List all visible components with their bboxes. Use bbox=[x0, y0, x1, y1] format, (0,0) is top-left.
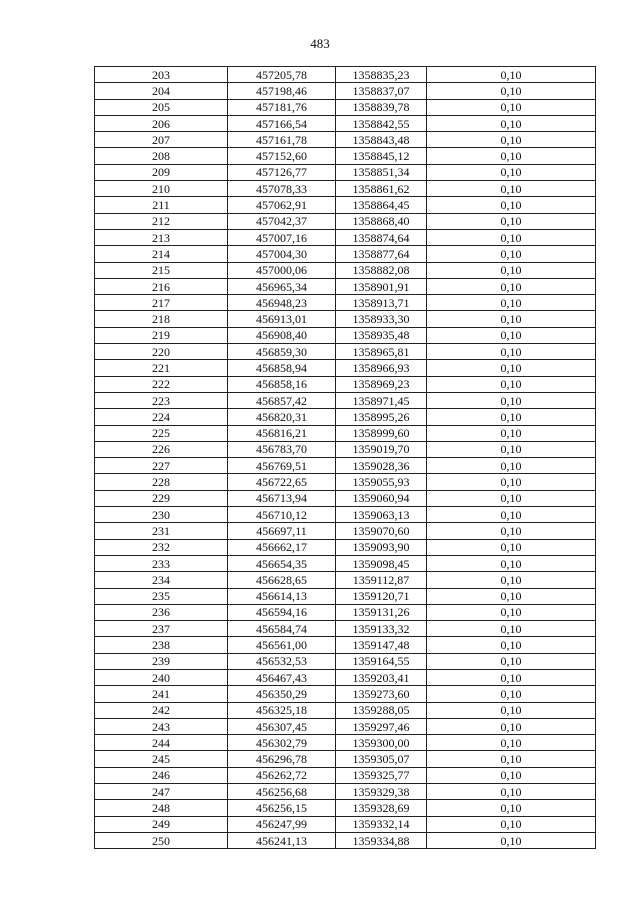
point-number-cell: 226 bbox=[95, 441, 228, 457]
error-value-cell: 0,10 bbox=[427, 621, 596, 637]
y-coordinate-cell: 1358843,48 bbox=[336, 132, 427, 148]
table-row bbox=[95, 751, 596, 767]
error-value-cell: 0,10 bbox=[427, 718, 596, 734]
y-coordinate-cell: 1358874,64 bbox=[336, 229, 427, 245]
error-value-cell: 0,10 bbox=[427, 441, 596, 457]
point-number-cell: 216 bbox=[95, 278, 228, 294]
point-number-cell: 203 bbox=[95, 67, 228, 83]
point-number-cell: 221 bbox=[95, 360, 228, 376]
y-coordinate-cell: 1359131,26 bbox=[336, 604, 427, 620]
y-coordinate-cell: 1359288,05 bbox=[336, 702, 427, 718]
error-value-cell: 0,10 bbox=[427, 686, 596, 702]
point-number-cell: 240 bbox=[95, 669, 228, 685]
table-row bbox=[95, 392, 596, 408]
x-coordinate-cell: 456913,01 bbox=[228, 311, 336, 327]
point-number-cell: 231 bbox=[95, 523, 228, 539]
x-coordinate-cell: 456296,78 bbox=[228, 751, 336, 767]
error-value-cell: 0,10 bbox=[427, 735, 596, 751]
x-coordinate-cell: 457126,77 bbox=[228, 164, 336, 180]
error-value-cell: 0,10 bbox=[427, 262, 596, 278]
point-number-cell: 217 bbox=[95, 295, 228, 311]
error-value-cell: 0,10 bbox=[427, 197, 596, 213]
y-coordinate-cell: 1359055,93 bbox=[336, 474, 427, 490]
y-coordinate-cell: 1358971,45 bbox=[336, 392, 427, 408]
x-coordinate-cell: 456302,79 bbox=[228, 735, 336, 751]
y-coordinate-cell: 1359164,55 bbox=[336, 653, 427, 669]
y-coordinate-cell: 1359273,60 bbox=[336, 686, 427, 702]
y-coordinate-cell: 1359147,48 bbox=[336, 637, 427, 653]
error-value-cell: 0,10 bbox=[427, 132, 596, 148]
table-row bbox=[95, 441, 596, 457]
point-number-cell: 224 bbox=[95, 409, 228, 425]
error-value-cell: 0,10 bbox=[427, 539, 596, 555]
x-coordinate-cell: 456858,16 bbox=[228, 376, 336, 392]
y-coordinate-cell: 1358877,64 bbox=[336, 246, 427, 262]
x-coordinate-cell: 456783,70 bbox=[228, 441, 336, 457]
y-coordinate-cell: 1358913,71 bbox=[336, 295, 427, 311]
y-coordinate-cell: 1358969,23 bbox=[336, 376, 427, 392]
table-row bbox=[95, 409, 596, 425]
y-coordinate-cell: 1358901,91 bbox=[336, 278, 427, 294]
point-number-cell: 213 bbox=[95, 229, 228, 245]
table-row bbox=[95, 523, 596, 539]
coordinates-table bbox=[94, 66, 596, 849]
point-number-cell: 249 bbox=[95, 816, 228, 832]
point-number-cell: 243 bbox=[95, 718, 228, 734]
x-coordinate-cell: 456584,74 bbox=[228, 621, 336, 637]
table-row bbox=[95, 148, 596, 164]
point-number-cell: 225 bbox=[95, 425, 228, 441]
y-coordinate-cell: 1358882,08 bbox=[336, 262, 427, 278]
y-coordinate-cell: 1358995,26 bbox=[336, 409, 427, 425]
table-row bbox=[95, 246, 596, 262]
table-row bbox=[95, 458, 596, 474]
point-number-cell: 210 bbox=[95, 181, 228, 197]
point-number-cell: 246 bbox=[95, 767, 228, 783]
table-row bbox=[95, 832, 596, 848]
x-coordinate-cell: 456857,42 bbox=[228, 392, 336, 408]
table-row bbox=[95, 588, 596, 604]
x-coordinate-cell: 456697,11 bbox=[228, 523, 336, 539]
x-coordinate-cell: 456467,43 bbox=[228, 669, 336, 685]
table-row bbox=[95, 164, 596, 180]
x-coordinate-cell: 457007,16 bbox=[228, 229, 336, 245]
x-coordinate-cell: 456769,51 bbox=[228, 458, 336, 474]
x-coordinate-cell: 456965,34 bbox=[228, 278, 336, 294]
point-number-cell: 222 bbox=[95, 376, 228, 392]
x-coordinate-cell: 457000,06 bbox=[228, 262, 336, 278]
point-number-cell: 230 bbox=[95, 507, 228, 523]
point-number-cell: 214 bbox=[95, 246, 228, 262]
error-value-cell: 0,10 bbox=[427, 474, 596, 490]
point-number-cell: 238 bbox=[95, 637, 228, 653]
point-number-cell: 215 bbox=[95, 262, 228, 278]
point-number-cell: 244 bbox=[95, 735, 228, 751]
x-coordinate-cell: 456722,65 bbox=[228, 474, 336, 490]
y-coordinate-cell: 1359305,07 bbox=[336, 751, 427, 767]
error-value-cell: 0,10 bbox=[427, 376, 596, 392]
x-coordinate-cell: 457181,76 bbox=[228, 99, 336, 115]
table-row bbox=[95, 653, 596, 669]
error-value-cell: 0,10 bbox=[427, 99, 596, 115]
y-coordinate-cell: 1358864,45 bbox=[336, 197, 427, 213]
error-value-cell: 0,10 bbox=[427, 360, 596, 376]
error-value-cell: 0,10 bbox=[427, 213, 596, 229]
y-coordinate-cell: 1358933,30 bbox=[336, 311, 427, 327]
point-number-cell: 223 bbox=[95, 392, 228, 408]
point-number-cell: 205 bbox=[95, 99, 228, 115]
y-coordinate-cell: 1359070,60 bbox=[336, 523, 427, 539]
y-coordinate-cell: 1359098,45 bbox=[336, 555, 427, 571]
point-number-cell: 233 bbox=[95, 555, 228, 571]
error-value-cell: 0,10 bbox=[427, 604, 596, 620]
table-row bbox=[95, 360, 596, 376]
x-coordinate-cell: 456820,31 bbox=[228, 409, 336, 425]
error-value-cell: 0,10 bbox=[427, 229, 596, 245]
table-row bbox=[95, 99, 596, 115]
x-coordinate-cell: 456628,65 bbox=[228, 572, 336, 588]
error-value-cell: 0,10 bbox=[427, 392, 596, 408]
error-value-cell: 0,10 bbox=[427, 816, 596, 832]
error-value-cell: 0,10 bbox=[427, 278, 596, 294]
x-coordinate-cell: 456532,53 bbox=[228, 653, 336, 669]
point-number-cell: 242 bbox=[95, 702, 228, 718]
x-coordinate-cell: 456256,15 bbox=[228, 800, 336, 816]
point-number-cell: 218 bbox=[95, 311, 228, 327]
error-value-cell: 0,10 bbox=[427, 409, 596, 425]
error-value-cell: 0,10 bbox=[427, 490, 596, 506]
x-coordinate-cell: 456662,17 bbox=[228, 539, 336, 555]
error-value-cell: 0,10 bbox=[427, 669, 596, 685]
error-value-cell: 0,10 bbox=[427, 653, 596, 669]
error-value-cell: 0,10 bbox=[427, 800, 596, 816]
table-row bbox=[95, 604, 596, 620]
x-coordinate-cell: 457161,78 bbox=[228, 132, 336, 148]
error-value-cell: 0,10 bbox=[427, 555, 596, 571]
x-coordinate-cell: 456654,35 bbox=[228, 555, 336, 571]
error-value-cell: 0,10 bbox=[427, 115, 596, 131]
x-coordinate-cell: 456858,94 bbox=[228, 360, 336, 376]
error-value-cell: 0,10 bbox=[427, 751, 596, 767]
x-coordinate-cell: 456713,94 bbox=[228, 490, 336, 506]
error-value-cell: 0,10 bbox=[427, 637, 596, 653]
error-value-cell: 0,10 bbox=[427, 295, 596, 311]
table-row bbox=[95, 115, 596, 131]
x-coordinate-cell: 456256,68 bbox=[228, 784, 336, 800]
x-coordinate-cell: 456561,00 bbox=[228, 637, 336, 653]
x-coordinate-cell: 457042,37 bbox=[228, 213, 336, 229]
y-coordinate-cell: 1359133,32 bbox=[336, 621, 427, 637]
table-row bbox=[95, 67, 596, 83]
x-coordinate-cell: 457152,60 bbox=[228, 148, 336, 164]
x-coordinate-cell: 456241,13 bbox=[228, 832, 336, 848]
point-number-cell: 212 bbox=[95, 213, 228, 229]
error-value-cell: 0,10 bbox=[427, 507, 596, 523]
table-row bbox=[95, 702, 596, 718]
error-value-cell: 0,10 bbox=[427, 83, 596, 99]
table-row bbox=[95, 83, 596, 99]
y-coordinate-cell: 1359332,14 bbox=[336, 816, 427, 832]
y-coordinate-cell: 1358851,34 bbox=[336, 164, 427, 180]
y-coordinate-cell: 1359300,00 bbox=[336, 735, 427, 751]
error-value-cell: 0,10 bbox=[427, 344, 596, 360]
point-number-cell: 241 bbox=[95, 686, 228, 702]
y-coordinate-cell: 1358835,23 bbox=[336, 67, 427, 83]
error-value-cell: 0,10 bbox=[427, 523, 596, 539]
x-coordinate-cell: 457205,78 bbox=[228, 67, 336, 83]
point-number-cell: 235 bbox=[95, 588, 228, 604]
point-number-cell: 232 bbox=[95, 539, 228, 555]
y-coordinate-cell: 1359329,38 bbox=[336, 784, 427, 800]
y-coordinate-cell: 1358935,48 bbox=[336, 327, 427, 343]
table-row bbox=[95, 507, 596, 523]
point-number-cell: 237 bbox=[95, 621, 228, 637]
x-coordinate-cell: 457004,30 bbox=[228, 246, 336, 262]
x-coordinate-cell: 457198,46 bbox=[228, 83, 336, 99]
y-coordinate-cell: 1359325,77 bbox=[336, 767, 427, 783]
y-coordinate-cell: 1358861,62 bbox=[336, 181, 427, 197]
point-number-cell: 219 bbox=[95, 327, 228, 343]
x-coordinate-cell: 457062,91 bbox=[228, 197, 336, 213]
point-number-cell: 211 bbox=[95, 197, 228, 213]
table-row bbox=[95, 686, 596, 702]
table-row bbox=[95, 572, 596, 588]
table-row bbox=[95, 344, 596, 360]
point-number-cell: 206 bbox=[95, 115, 228, 131]
y-coordinate-cell: 1359328,69 bbox=[336, 800, 427, 816]
table-row bbox=[95, 621, 596, 637]
y-coordinate-cell: 1359120,71 bbox=[336, 588, 427, 604]
error-value-cell: 0,10 bbox=[427, 311, 596, 327]
table-row bbox=[95, 767, 596, 783]
y-coordinate-cell: 1359334,88 bbox=[336, 832, 427, 848]
table-row bbox=[95, 181, 596, 197]
x-coordinate-cell: 456710,12 bbox=[228, 507, 336, 523]
x-coordinate-cell: 456594,16 bbox=[228, 604, 336, 620]
y-coordinate-cell: 1358842,55 bbox=[336, 115, 427, 131]
table-row bbox=[95, 213, 596, 229]
point-number-cell: 250 bbox=[95, 832, 228, 848]
x-coordinate-cell: 456816,21 bbox=[228, 425, 336, 441]
y-coordinate-cell: 1359019,70 bbox=[336, 441, 427, 457]
table-row bbox=[95, 637, 596, 653]
y-coordinate-cell: 1358845,12 bbox=[336, 148, 427, 164]
error-value-cell: 0,10 bbox=[427, 67, 596, 83]
error-value-cell: 0,10 bbox=[427, 767, 596, 783]
error-value-cell: 0,10 bbox=[427, 164, 596, 180]
point-number-cell: 227 bbox=[95, 458, 228, 474]
error-value-cell: 0,10 bbox=[427, 458, 596, 474]
table-row bbox=[95, 425, 596, 441]
table-row bbox=[95, 278, 596, 294]
table-row bbox=[95, 539, 596, 555]
y-coordinate-cell: 1359112,87 bbox=[336, 572, 427, 588]
y-coordinate-cell: 1359093,90 bbox=[336, 539, 427, 555]
error-value-cell: 0,10 bbox=[427, 572, 596, 588]
x-coordinate-cell: 456325,18 bbox=[228, 702, 336, 718]
error-value-cell: 0,10 bbox=[427, 246, 596, 262]
y-coordinate-cell: 1359028,36 bbox=[336, 458, 427, 474]
error-value-cell: 0,10 bbox=[427, 425, 596, 441]
point-number-cell: 207 bbox=[95, 132, 228, 148]
y-coordinate-cell: 1358837,07 bbox=[336, 83, 427, 99]
x-coordinate-cell: 456859,30 bbox=[228, 344, 336, 360]
point-number-cell: 229 bbox=[95, 490, 228, 506]
point-number-cell: 220 bbox=[95, 344, 228, 360]
table-row bbox=[95, 474, 596, 490]
table-row bbox=[95, 311, 596, 327]
table-row bbox=[95, 669, 596, 685]
error-value-cell: 0,10 bbox=[427, 148, 596, 164]
x-coordinate-cell: 456247,99 bbox=[228, 816, 336, 832]
table-row bbox=[95, 718, 596, 734]
error-value-cell: 0,10 bbox=[427, 588, 596, 604]
y-coordinate-cell: 1358839,78 bbox=[336, 99, 427, 115]
table-row bbox=[95, 784, 596, 800]
table-row bbox=[95, 229, 596, 245]
error-value-cell: 0,10 bbox=[427, 784, 596, 800]
y-coordinate-cell: 1358868,40 bbox=[336, 213, 427, 229]
table-row bbox=[95, 735, 596, 751]
table-row bbox=[95, 327, 596, 343]
coordinates-table-body bbox=[95, 67, 596, 849]
error-value-cell: 0,10 bbox=[427, 702, 596, 718]
x-coordinate-cell: 456262,72 bbox=[228, 767, 336, 783]
y-coordinate-cell: 1359060,94 bbox=[336, 490, 427, 506]
x-coordinate-cell: 456908,40 bbox=[228, 327, 336, 343]
x-coordinate-cell: 456350,29 bbox=[228, 686, 336, 702]
error-value-cell: 0,10 bbox=[427, 327, 596, 343]
point-number-cell: 234 bbox=[95, 572, 228, 588]
table-row bbox=[95, 816, 596, 832]
point-number-cell: 228 bbox=[95, 474, 228, 490]
x-coordinate-cell: 456948,23 bbox=[228, 295, 336, 311]
table-row bbox=[95, 800, 596, 816]
table-row bbox=[95, 262, 596, 278]
table-row bbox=[95, 197, 596, 213]
table-row bbox=[95, 490, 596, 506]
point-number-cell: 247 bbox=[95, 784, 228, 800]
error-value-cell: 0,10 bbox=[427, 832, 596, 848]
page-number: 483 bbox=[310, 36, 330, 51]
point-number-cell: 239 bbox=[95, 653, 228, 669]
point-number-cell: 208 bbox=[95, 148, 228, 164]
x-coordinate-cell: 457078,33 bbox=[228, 181, 336, 197]
table-row bbox=[95, 555, 596, 571]
point-number-cell: 209 bbox=[95, 164, 228, 180]
y-coordinate-cell: 1359297,46 bbox=[336, 718, 427, 734]
error-value-cell: 0,10 bbox=[427, 181, 596, 197]
y-coordinate-cell: 1359063,13 bbox=[336, 507, 427, 523]
point-number-cell: 248 bbox=[95, 800, 228, 816]
y-coordinate-cell: 1358999,60 bbox=[336, 425, 427, 441]
point-number-cell: 245 bbox=[95, 751, 228, 767]
table-row bbox=[95, 295, 596, 311]
x-coordinate-cell: 457166,54 bbox=[228, 115, 336, 131]
table-row bbox=[95, 132, 596, 148]
x-coordinate-cell: 456307,45 bbox=[228, 718, 336, 734]
point-number-cell: 236 bbox=[95, 604, 228, 620]
table-row bbox=[95, 376, 596, 392]
y-coordinate-cell: 1359203,41 bbox=[336, 669, 427, 685]
y-coordinate-cell: 1358965,81 bbox=[336, 344, 427, 360]
x-coordinate-cell: 456614,13 bbox=[228, 588, 336, 604]
y-coordinate-cell: 1358966,93 bbox=[336, 360, 427, 376]
point-number-cell: 204 bbox=[95, 83, 228, 99]
